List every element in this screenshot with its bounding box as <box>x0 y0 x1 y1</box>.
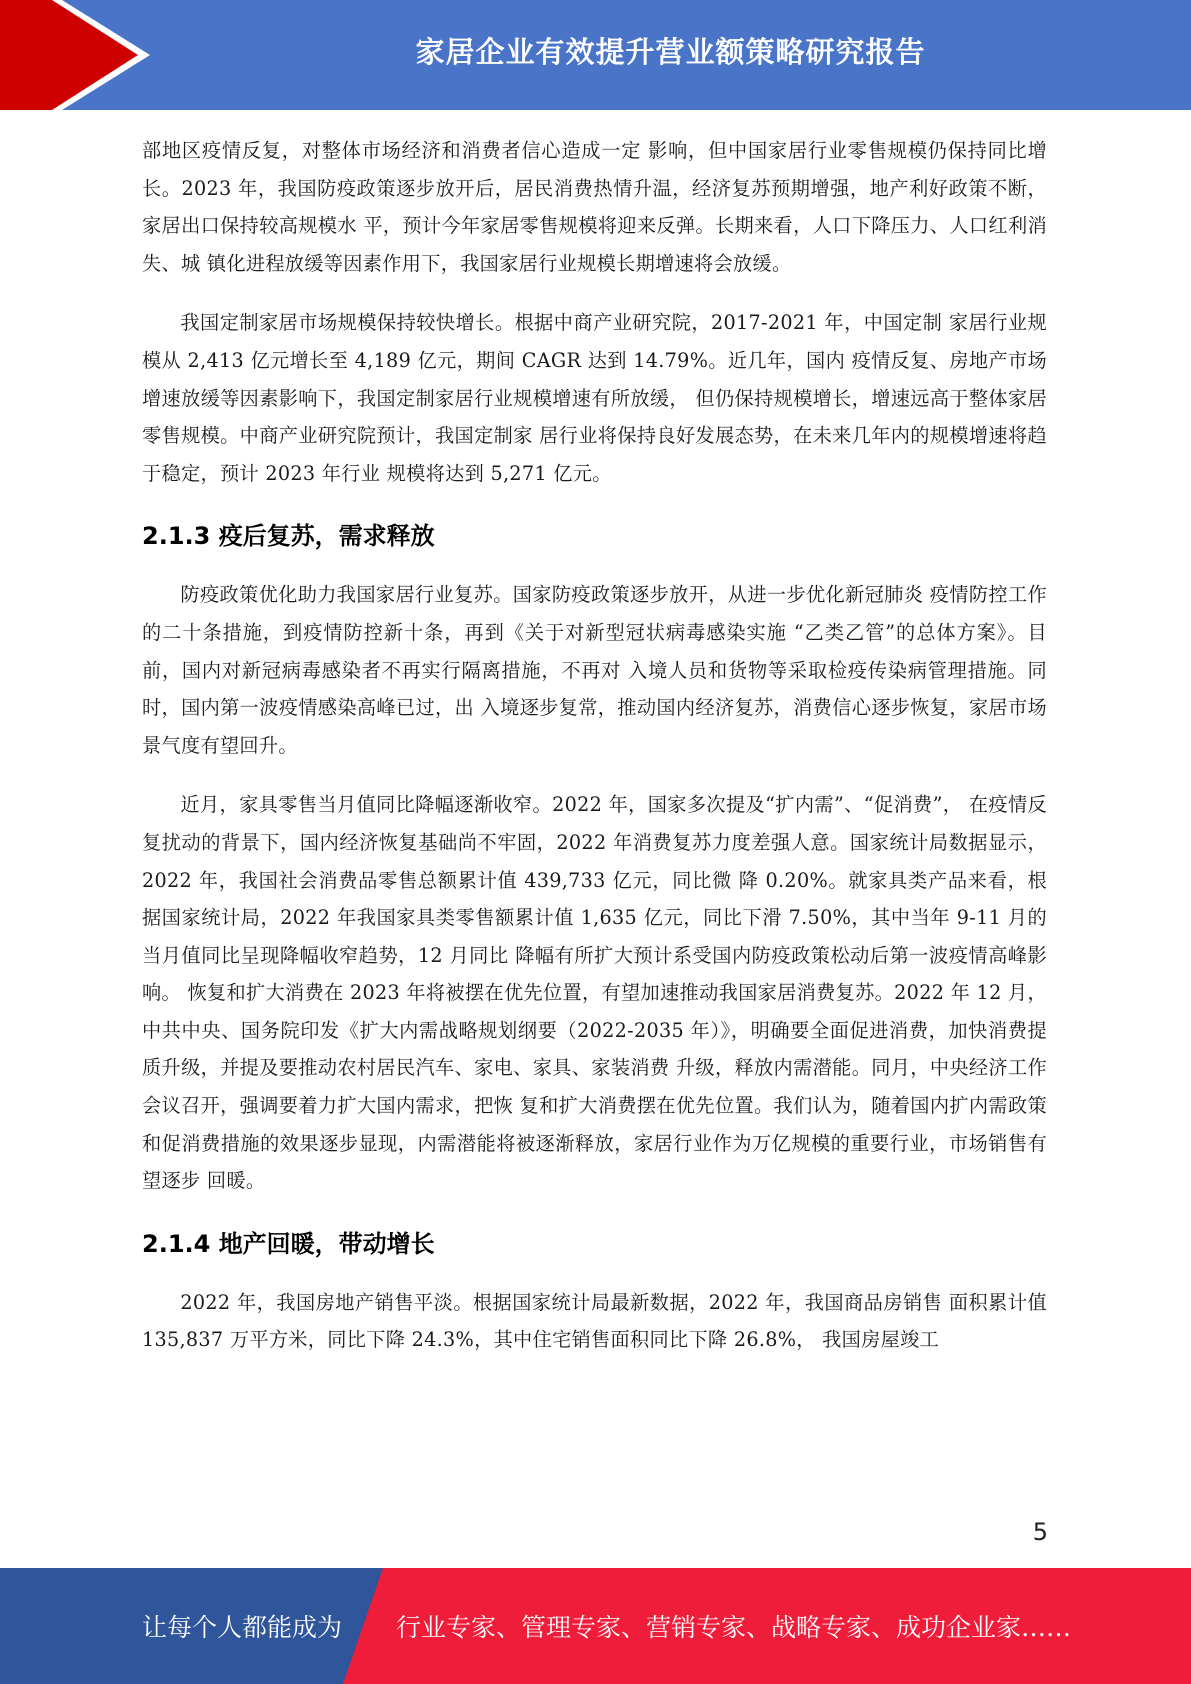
page-footer <box>0 1568 1191 1684</box>
section-heading-2-1-4: 2.1.4 地产回暖，带动增长 <box>142 1229 435 1258</box>
paragraph-real-estate: 2022 年，我国房地产销售平淡。根据国家统计局最新数据，2022 年，我国商品房销售 面积累计值 135,837 万平方米，同比下降 24.3%，其中住宅销售面积同比下降 26.8%， 我国房屋竣工 <box>142 1290 1047 1352</box>
footer-slogan-right: 行业专家、管理专家、营销专家、战略专家、成功企业家…… <box>396 1613 1072 1642</box>
document-body <box>142 132 1047 1381</box>
page-header <box>0 0 1191 110</box>
paragraph-policy-recovery: 防疫政策优化助力我国家居行业复苏。国家防疫政策逐步放开，从进一步优化新冠肺炎 疫情防控工作的二十条措施，到疫情防控新十条，再到《关于对新型冠状病毒感染实施 “乙类乙管”的总体方案》。目前，国内对新冠病毒感染者不再实行隔离措施，不再对 入境人员和货物等采取检疫传染病管理措施。同时，国内第一波疫情感染高峰已过，出 入境逐步复常，推动国内经济复苏，消费信心逐步恢复，家居市场景气度有望回升。 <box>142 583 1047 757</box>
section-heading-2-1-3: 2.1.3 疫后复苏，需求释放 <box>142 522 435 551</box>
footer-slogan-left: 让每个人都能成为 <box>142 1613 343 1642</box>
document-title: 家居企业有效提升营业额策略研究报告 <box>415 34 926 69</box>
paragraph-market-overview: 部地区疫情反复，对整体市场经济和消费者信心造成一定 影响，但中国家居行业零售规模仍保持同比增长。2023 年，我国防疫政策逐步放开后，居民消费热情升温，经济复苏预期增强，地产利好政策不断，家居出口保持较高规模水 平，预计今年家居零售规模将迎来反弹。长期来看，人口下降压力、人口红利消失、城 镇化进程放缓等因素作用下，我国家居行业规模长期增速将会放缓。 <box>142 139 1047 275</box>
paragraph-retail-sales: 近月，家具零售当月值同比降幅逐渐收窄。2022 年，国家多次提及“扩内需”、“促消费”， 在疫情反复扰动的背景下，国内经济恢复基础尚不牢固，2022 年消费复苏力度差强人意。国家统计局数据显示，2022 年，我国社会消费品零售总额累计值 439,733 亿元，同比微 降 0.20%。就家具类产品来看，根据国家统计局，2022 年我国家具类零售额累计值 1,635 亿元，同比下滑 7.50%，其中当年 9-11 月的当月值同比呈现降幅收窄趋势，12 月同比 降幅有所扩大预计系受国内防疫政策松动后第一波疫情高峰影响。 恢复和扩大消费在 2023 年将被摆在优先位置，有望加速推动我国家居消费复苏。2022 年 12 月，中共中央、国务院印发《扩大内需战略规划纲要（2022-2035 年）》，明确要全面促进消费，加快消费提质升级，并提及要推动农村居民汽车、家电、家具、家装消费 升级，释放内需潜能。同月，中央经济工作会议召开，强调要着力扩大国内需求，把恢 复和扩大消费摆在优先位置。我们认为，随着国内扩内需政策和促消费措施的效果逐步显现，内需潜能将被逐渐释放，家居行业作为万亿规模的重要行业，市场销售有望逐步 回暖。 <box>142 793 1047 1193</box>
paragraph-custom-furniture: 我国定制家居市场规模保持较快增长。根据中商产业研究院，2017-2021 年，中国定制 家居行业规模从 2,413 亿元增长至 4,189 亿元，期间 CAGR 达到 14.79%。近几年，国内 疫情反复、房地产市场增速放缓等因素影响下，我国定制家居行业规模增速有所放缓， 但仍保持规模增长，增速远高于整体家居零售规模。中商产业研究院预计，我国定制家 居行业将保持良好发展态势，在未来几年内的规模增速将趋于稳定，预计 2023 年行业 规模将达到 5,271 亿元。 <box>142 311 1047 485</box>
page-number: 5 <box>1032 1518 1048 1546</box>
